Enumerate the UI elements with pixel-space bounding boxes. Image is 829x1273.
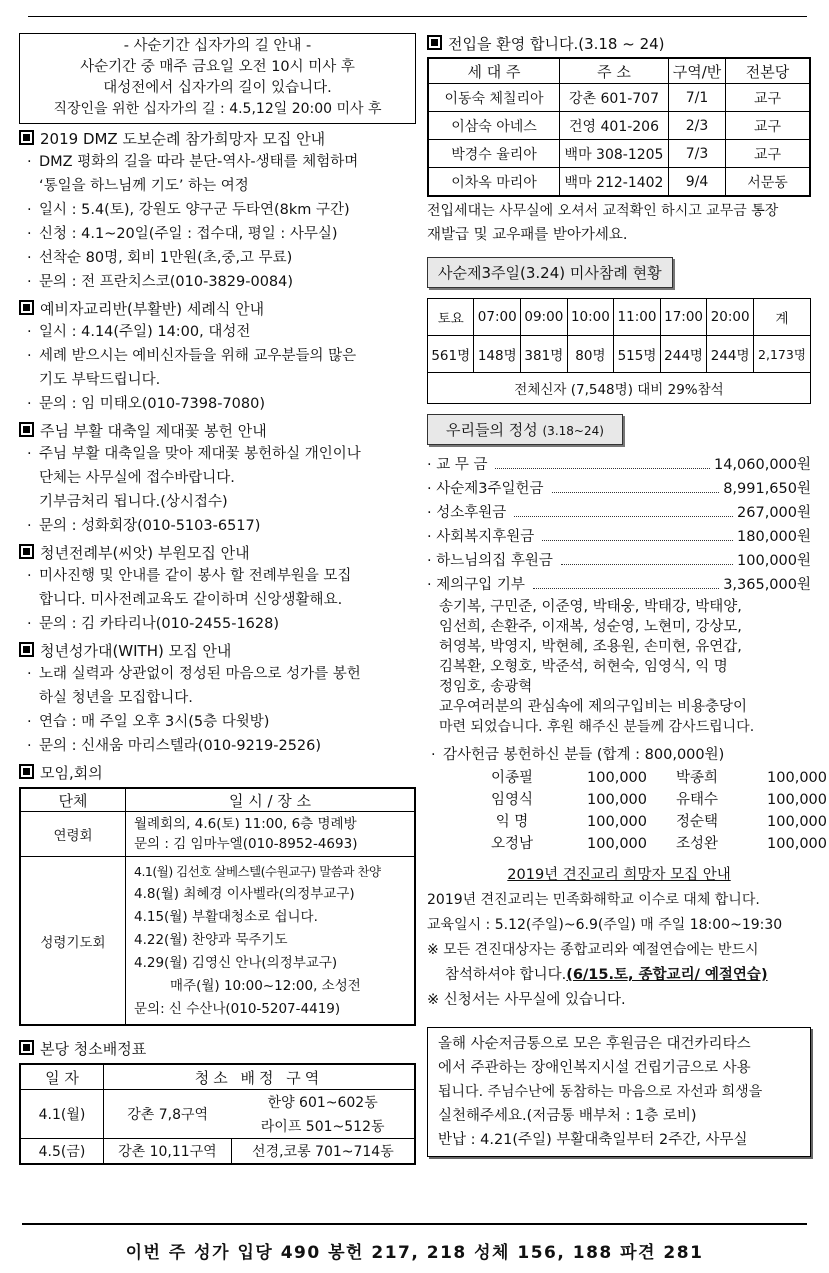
meeting-line: 월례회의, 4.6(토) 11:00, 6층 명례방	[134, 816, 357, 832]
easter-section-title: 주님 부활 대축일 제대꽃 봉헌 안내	[19, 420, 416, 442]
right-column	[427, 33, 827, 1157]
table-header: 전본당	[726, 58, 811, 84]
table-row: 이동숙 체칠리아 강촌 601-707 7/1 교구	[428, 84, 810, 112]
offering-row: · 사순제3주일헌금 8,991,650원	[427, 477, 811, 501]
donor-names: 송기복, 구민준, 이준영, 박태웅, 박태강, 박태양, 임선희, 손환주, 이재복, 성순영, 노현미, 강상모, 허영복, 박영지, 박현혜, 조용원, 손미현, 유연갑, 김복환, 오형호, 박준석, 허현숙, 임영식, 익 명 정임호, 송광혁 교우여러분의 관심속에 제의구입비는 비용충당이 마련 되었습니다. 후원 해주신 분들께 감사드립니다.	[439, 599, 755, 735]
table-header: 세 대 주	[428, 58, 560, 84]
table-row	[20, 1090, 415, 1115]
list-item: · 신청 : 4.1~20일(주일 : 접수대, 평일 : 사무실)	[27, 226, 338, 242]
group-name: 연령회	[20, 812, 126, 857]
square-bullet-icon	[19, 1040, 34, 1055]
list-item: · 연습 : 매 주일 오후 3시(5층 다윗방)	[27, 714, 270, 730]
list-item: · 일시 : 4.14(주일) 14:00, 대성전	[27, 324, 251, 340]
meeting-line: 매주(월) 10:00~12:00, 소성전	[170, 978, 361, 994]
offering-row: · 교 무 금 14,060,000원	[427, 453, 811, 477]
meetings-table	[19, 787, 416, 1026]
top-rule	[28, 16, 807, 17]
newcomers-note: 전입세대는 사무실에 오셔서 교적확인 하시고 교무금 통장 재발급 및 교우패를 받아가세요.	[427, 203, 779, 243]
group-name: 성령기도회	[20, 857, 126, 1026]
newcomers-table	[427, 57, 811, 197]
square-bullet-icon	[19, 544, 34, 559]
meeting-line: 4.1(월) 김선호 살베스텔(수원교구) 말씀과 찬양	[134, 864, 381, 879]
cleaning-date: 4.5(금)	[20, 1139, 104, 1165]
cleaning-table	[19, 1063, 416, 1165]
table-header: 청소 배정 구역	[104, 1064, 416, 1090]
table-row: 토요 07:00 09:00 10:00 11:00 17:00 20:00 계	[428, 299, 811, 336]
hymn-footer: 이번 주 성가 입당 490 봉헌 217, 218 성체 156, 188 파견 281	[125, 1243, 704, 1263]
list-item: · 문의 : 김 카타리나(010-2455-1628)	[27, 616, 280, 632]
square-bullet-icon	[19, 130, 34, 145]
list-item: ‘통일을 하느님께 기도’ 하는 여정	[39, 178, 249, 194]
meeting-line: 4.8(월) 최혜경 이사벨라(의정부교구)	[134, 886, 355, 902]
cleaning-date: 4.1(월)	[20, 1090, 104, 1139]
lent-title: - 사순기간 십자가의 길 안내 -	[123, 38, 312, 54]
newcomers-section-title: 전입을 환영 합니다.(3.18 ~ 24)	[427, 33, 811, 55]
table-header: 구역/반	[669, 58, 726, 84]
gratitude-list: 이종필 100,000 박종희 100,000 임영식 100,000 유태수 100,000 익 명 100,000 정순택 100,000 오정남 100,000 조성완 100,000	[490, 770, 827, 852]
list-item: 합니다. 미사전례교육도 같이하며 신앙생활해요.	[39, 592, 343, 608]
lent-stations-notice	[19, 33, 416, 124]
meeting-line: 문의 : 김 임마누엘(010-8952-4693)	[134, 836, 358, 852]
table-row	[20, 812, 415, 857]
left-column	[19, 33, 416, 1165]
table-row	[428, 373, 811, 404]
table-row: 박경수 율리아 백마 308-1205 7/3 교구	[428, 140, 810, 168]
catechism-title: 2019년 견진교리 희망자 모집 안내	[507, 867, 731, 883]
square-bullet-icon	[19, 642, 34, 657]
square-bullet-icon	[19, 422, 34, 437]
catechumen-section-title: 예비자교리반(부활반) 세례식 안내	[19, 298, 416, 320]
attendance-table	[427, 298, 811, 404]
list-item: · DMZ 평화의 길을 따라 분단-역사-생태를 체험하며	[27, 154, 359, 170]
offerings-list	[427, 453, 811, 597]
list-item: · 문의 : 임 미태오(010-7398-7080)	[27, 396, 266, 412]
cleaning-detail: 한양 601~602동	[231, 1090, 415, 1115]
cleaning-detail: 라이프 501~512동	[231, 1114, 415, 1139]
meeting-line: 4.22(월) 찬양과 묵주기도	[134, 932, 288, 948]
table-header: 일 시 / 장 소	[126, 788, 416, 812]
meeting-line: 4.29(월) 김영신 안나(의정부교구)	[134, 955, 338, 971]
lent-line1: 사순기간 중 매주 금요일 오전 10시 미사 후	[80, 59, 355, 75]
attendance-title: 사순제3주일(3.24) 미사참례 현황	[427, 257, 673, 288]
list-item: · 문의 : 신새움 마리스텔라(010-9219-2526)	[27, 738, 322, 754]
table-row	[20, 857, 415, 1026]
square-bullet-icon	[19, 300, 34, 315]
list-item: · 문의 : 성화회장(010-5103-6517)	[27, 518, 261, 534]
list-item: · 주님 부활 대축일을 맞아 제대꽃 봉헌하실 개인이나	[27, 446, 361, 462]
list-item: 하실 청년을 모집합니다.	[39, 690, 193, 706]
meetings-section-title: 모임,회의	[19, 762, 416, 784]
gratitude-title: · 감사헌금 봉헌하신 분들 (합계 : 800,000원)	[431, 747, 725, 763]
offering-row: · 하느님의집 후원금 100,000원	[427, 549, 811, 573]
meeting-line: 문의: 신 수산나(010-5207-4419)	[134, 1001, 341, 1017]
table-row	[20, 1139, 415, 1165]
attendance-summary: 전체신자 (7,548명) 대비 29%참석	[428, 373, 811, 404]
offering-row: · 제의구입 기부 3,365,000원	[427, 573, 811, 597]
list-item: · 선착순 80명, 회비 1만원(초,중,고 무료)	[27, 250, 293, 266]
bottom-rule	[22, 1223, 807, 1225]
offering-row: · 사회복지후원금 180,000원	[427, 525, 811, 549]
square-bullet-icon	[427, 35, 442, 50]
altar-section-title: 청년전례부(씨앗) 부원모집 안내	[19, 542, 416, 564]
list-item: 단체는 사무실에 접수바랍니다.	[39, 470, 235, 486]
table-header: 단체	[20, 788, 126, 812]
lent-line3: 직장인을 위한 십자가의 길 : 4.5,12일 20:00 미사 후	[53, 101, 382, 117]
table-header: 일 자	[20, 1064, 104, 1090]
list-item: 기도 부탁드립니다.	[39, 372, 161, 388]
table-header: 주 소	[560, 58, 669, 84]
choir-section-title: 청년성가대(WITH) 모집 안내	[19, 640, 416, 662]
cleaning-area: 강촌 10,11구역	[104, 1139, 232, 1165]
table-row: 561명 148명 381명 80명 515명 244명 244명 2,173명	[428, 336, 811, 373]
square-bullet-icon	[19, 764, 34, 779]
catechism-body: 2019년 견진교리는 민족화해학교 이수로 대체 합니다. 교육일시 : 5.12(주일)~6.9(주일) 매 주일 18:00~19:30 ※ 모든 견진대상자는 종합교리와 예절연습에는 반드시 참석하셔야 합니다.(6/15.토, 종합교리/ 예절연습) ※ 신청서는 사무실에 있습니다.	[427, 892, 783, 1008]
list-item: · 노래 실력과 상관없이 정성된 마음으로 성가를 봉헌	[27, 666, 361, 682]
offering-row: · 성소후원금 267,000원	[427, 501, 811, 525]
cleaning-detail: 선경,코롱 701~714동	[231, 1139, 415, 1165]
table-row: 이삼숙 아네스 건영 401-206 2/3 교구	[428, 112, 810, 140]
list-item: 기부금처리 됩니다.(상시접수)	[39, 494, 228, 510]
list-item: · 문의 : 전 프란치스코(010-3829-0084)	[27, 274, 294, 290]
offerings-title: 우리들의 정성 (3.18~24)	[427, 414, 623, 445]
list-item: · 일시 : 5.4(토), 강원도 양구군 두타연(8km 구간)	[27, 202, 350, 218]
list-item: · 미사진행 및 안내를 같이 봉사 할 전례부원을 모집	[27, 568, 352, 584]
meeting-line: 4.15(월) 부활대청소로 쉽니다.	[134, 909, 318, 925]
lent-line2: 대성전에서 십자가의 길이 있습니다.	[103, 80, 332, 96]
table-row: 이차옥 마리아 백마 212-1402 9/4 서문동	[428, 168, 810, 197]
cleaning-section-title: 본당 청소배정표	[19, 1038, 416, 1060]
caritas-notice: 올해 사순저금통으로 모은 후원금은 대건카리타스 에서 주관하는 장애인복지시설 건립기금으로 사용 됩니다. 주님수난에 동참하는 마음으로 자선과 희생을 실천해주세요.(저금통 배부처 : 1층 로비) 반납 : 4.21(주일) 부활대축일부터 2주간, 사무실	[427, 1027, 811, 1157]
dmz-section-title: 2019 DMZ 도보순례 참가희망자 모집 안내	[19, 128, 416, 150]
cleaning-area: 강촌 7,8구역	[104, 1090, 232, 1139]
list-item: · 세례 받으시는 예비신자들을 위해 교우분들의 많은	[27, 348, 357, 364]
